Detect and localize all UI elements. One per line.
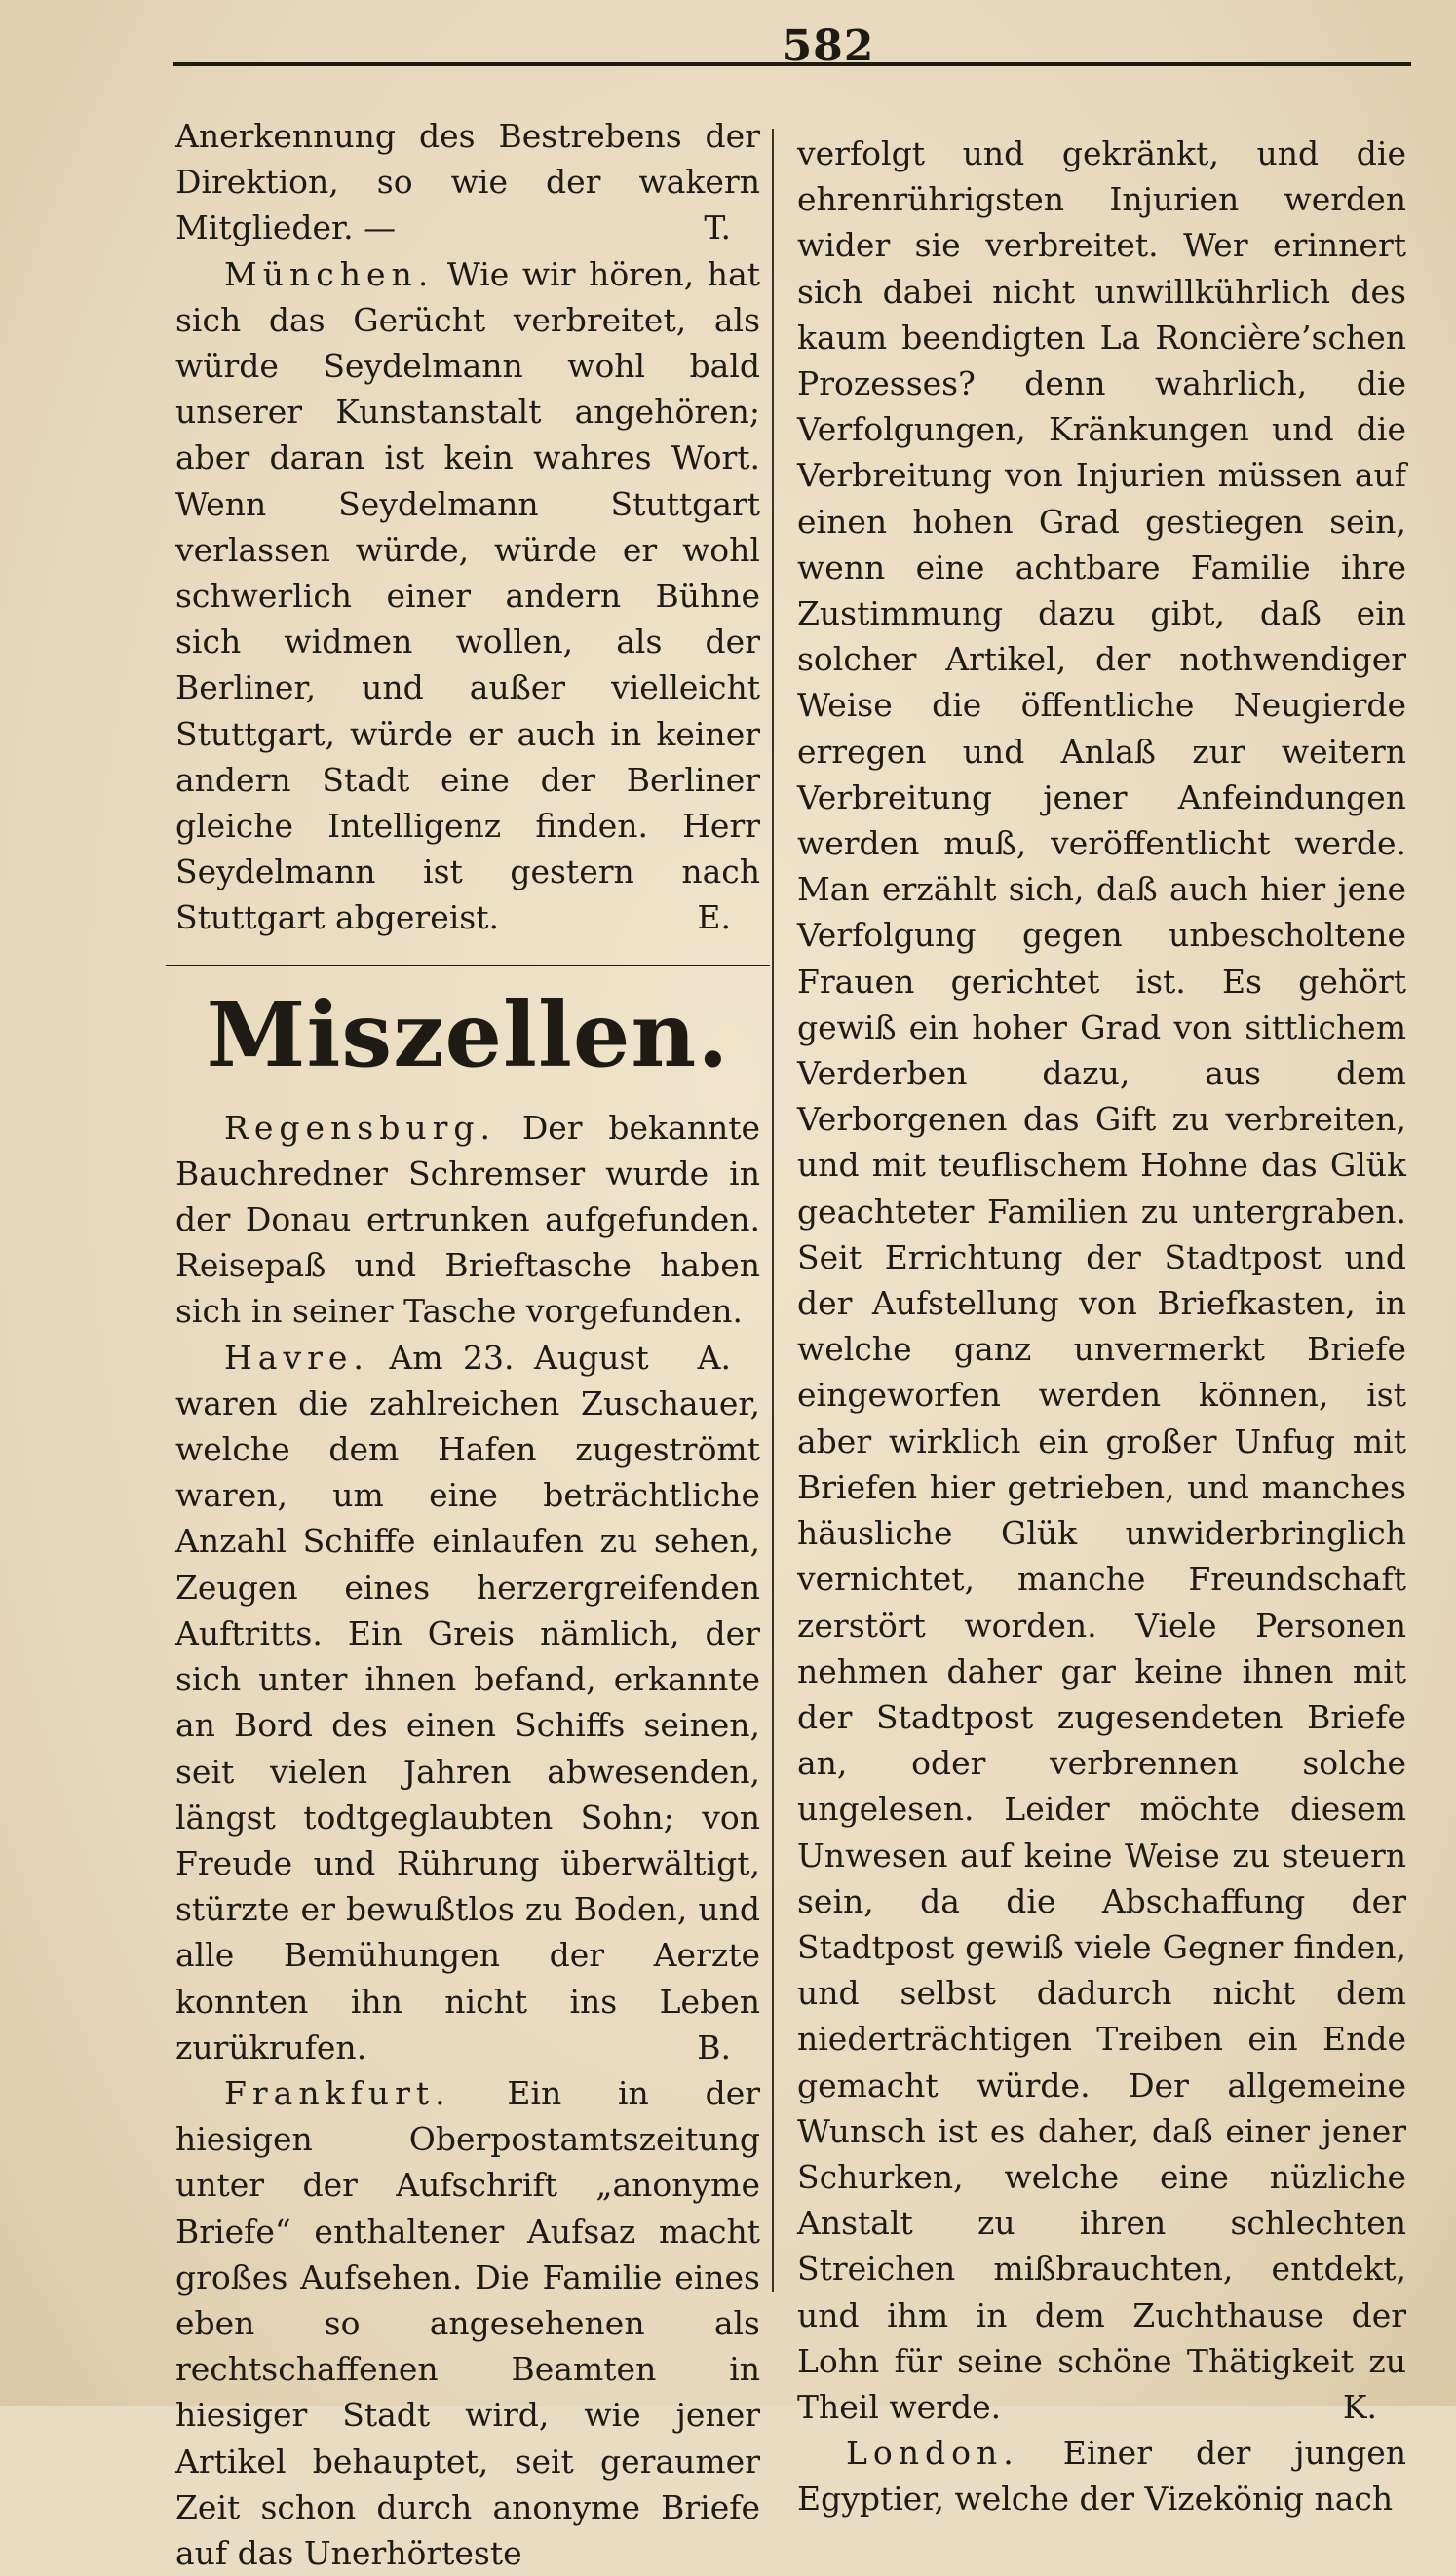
right-column: [797, 131, 1406, 2522]
section-rule: [166, 965, 770, 966]
place-regensburg: Regensburg.: [224, 1108, 496, 1147]
text-london: Einer der jungen Egyptier, welche der Vizekönig nach: [797, 2434, 1406, 2519]
article-muenchen: [175, 251, 760, 941]
place-frankfurt: Frankfurt.: [224, 2073, 451, 2112]
signature-b: B.: [697, 2027, 731, 2066]
place-london: London.: [846, 2434, 1019, 2473]
signature-t: T.: [704, 208, 731, 247]
article-london: [797, 2430, 1406, 2521]
article-frankfurt-continued: [797, 131, 1406, 2430]
section-heading: Miszellen.: [206, 981, 730, 1087]
text-havre: Am 23. August waren die zahlreichen Zuschauer, welche dem Hafen zugeströmt waren, um eine beträchtliche Anzahl Schiffe einlaufen zu sehen, Zeugen eines herzergreifenden Auftritts. Ein Greis nämlich, der sich unter ihnen befand, erkannte an Bord des einen Schiffs seinen, seit vielen Jahren abwesenden, längst todtgeglaubten Sohn; von Freude und Rührung überwältigt, stürzte er bewußtlos zu Boden, und alle Bemühungen der Aerzte konnten ihn nicht ins Leben zurükrufen.: [175, 1338, 760, 2066]
article-frankfurt: [175, 2070, 760, 2576]
column-divider: [772, 129, 774, 2292]
left-column: [175, 113, 760, 2576]
text-frankfurt-continued: verfolgt und gekränkt, und die ehrenrührigsten Injurien werden wider sie verbreitet. Wer erinnert sich dabei nicht unwillkührlich des kaum beendigten La Roncière’schen Prozesses? denn wahrlich, die Verfolgungen, Kränkungen und die Verbreitung von Injurien müssen auf einen hohen Grad gestiegen sein, wenn eine achtbare Familie ihre Zustimmung dazu gibt, daß ein solcher Artikel, der nothwendiger Weise die öffentliche Neugierde erregen und Anlaß zur weitern Verbreitung jener Anfeindungen werden muß, veröffentlicht werde. Man erzählt sich, daß auch hier jene Verfolgung gegen unbescholtene Frauen gerichtet ist. Es gehört gewiß ein hoher Grad von sittlichem Verderben dazu, aus dem Verborgenen das Gift zu verbreiten, und mit teuflischem Hohne das Glük geachteter Familien zu untergraben. Seit Errichtung der Stadtpost und der Aufstellung von Briefkasten, in welche ganz unvermerkt Briefe eingeworfen werden können, ist aber wirklich ein großer Unfug mit Briefen hier getrieben, und manches häusliche Glük unwiderbringlich vernichtet, manche Freundschaft zerstört worden. Viele Personen nehmen daher gar keine ihnen mit der Stadtpost zugesendeten Briefe an, oder verbrennen solche ungelesen. Leider möchte diesem Unwesen auf keine Weise zu steuern sein, da die Abschaffung der Stadtpost gewiß viele Gegner finden, und selbst dadurch nicht dem niederträchtigen Treiben ein Ende gemacht würde. Der allgemeine Wunsch ist es daher, daß einer jener Schurken, welche eine nüzliche Anstalt zu ihren schlechten Streichen mißbrauchten, entdekt, und ihm in dem Zuchthause der Lohn für seine schöne Thätigkeit zu Theil werde.: [797, 134, 1406, 2426]
text-regensburg: Der bekannte Bauchredner Schremser wurde in der Donau ertrunken aufgefunden. Reisepaß und Brieftasche haben sich in seiner Tasche vorgefunden.: [175, 1108, 760, 1331]
text-frankfurt: Ein in der hiesigen Oberpostamtszeitung unter der Aufschrift „anonyme Briefe“ enthaltener Aufsaz macht großes Aufsehen. Die Familie eines eben so angesehenen als rechtschaffenen Beamten in hiesiger Stadt wird, wie jener Artikel behauptet, seit geraumer Zeit schon durch anonyme Briefe auf das Unerhörteste: [175, 2073, 760, 2572]
signature-e: E.: [697, 898, 731, 937]
header-rule: [173, 62, 1411, 66]
page-number: 582: [782, 21, 875, 71]
place-muenchen: München.: [224, 254, 435, 293]
continuation-paragraph: [175, 113, 760, 251]
article-havre: [175, 1335, 760, 2070]
signature-k: K.: [1342, 2387, 1377, 2426]
place-havre: Havre.: [224, 1338, 369, 1377]
signature-a: A.: [697, 1338, 731, 1377]
continuation-text: Anerkennung des Bestrebens der Direktion, so wie der wakern Mitglieder. —: [175, 117, 760, 247]
text-muenchen: Wie wir hören, hat sich das Gerücht verbreitet, als würde Seydelmann wohl bald unserer Kunstanstalt angehören; aber daran ist kein wahres Wort. Wenn Seydelmann Stuttgart verlassen würde, würde er wohl schwerlich einer andern Bühne sich widmen wollen, als der Berliner, und außer vielleicht Stuttgart, würde er auch in keiner andern Stadt eine der Berliner gleiche Intelligenz finden. Herr Seydelmann ist gestern nach Stuttgart abgereist.: [175, 254, 760, 937]
